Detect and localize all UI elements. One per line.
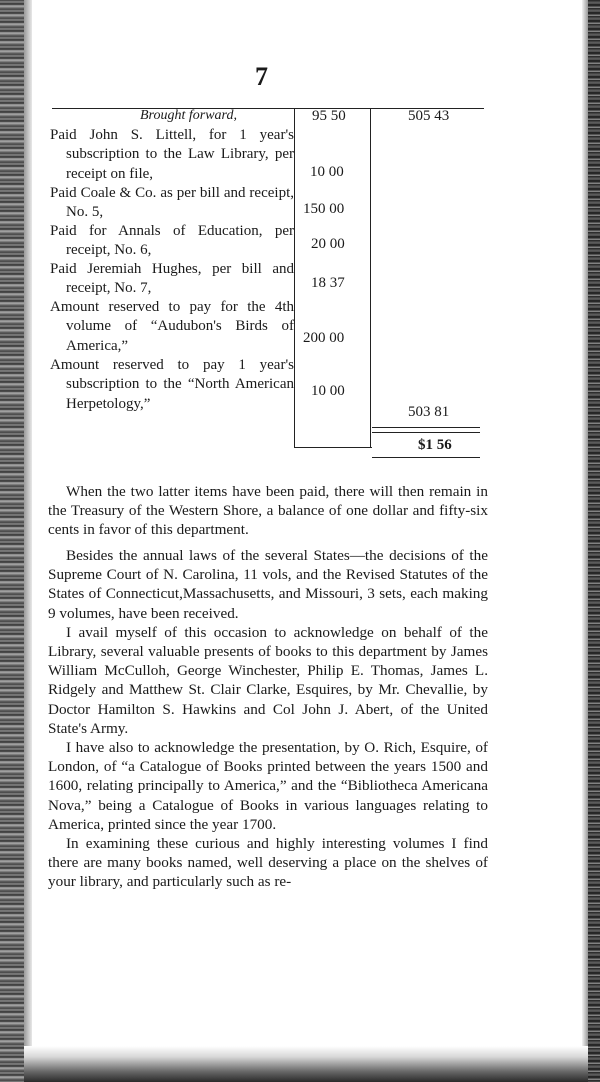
ledger-amount: 10 00 <box>311 383 345 399</box>
subtotal-rule <box>294 447 372 448</box>
paragraph: In examining these curious and highly interesting volumes I find there are many books named, well deserving a place on the shelves of your library, and particularly such as re- <box>48 835 488 891</box>
ledger-item: Paid Jeremiah Hughes, per bill and receipt, No. 7, <box>50 261 294 297</box>
ledger-item: Amount reserved to pay 1 year's subscription to the “North American Herpetology,” <box>50 357 294 412</box>
scan-edge-right <box>588 0 600 1082</box>
brought-forward-label: Brought forward, <box>140 108 237 123</box>
paragraph: Besides the annual laws of the several States—the decisions of the Supreme Court of N. Carolina, 11 vols, and the Revised Statutes of the States of Connecticut,Massachusetts, and Missouri, 3 sets, each making 9 volumes, have been received. <box>48 547 488 622</box>
brought-forward-amount: 95 50 <box>312 108 346 124</box>
ledger-items <box>50 126 294 414</box>
body-text <box>48 546 488 892</box>
ledger-amount: 10 00 <box>310 164 344 180</box>
brought-forward-balance: 505 43 <box>408 108 450 124</box>
scan-edge-left <box>0 0 24 1082</box>
balance-remaining: $1 56 <box>418 437 452 453</box>
ledger-amount: 20 00 <box>311 236 345 252</box>
ledger-item: Amount reserved to pay for the 4th volume of “Audubon's Birds of America,” <box>50 299 294 354</box>
scan-edge-left-shadow <box>24 0 32 1082</box>
scan-bottom-shadow <box>24 1046 588 1082</box>
body-text <box>48 482 488 540</box>
sum-rule-double <box>372 432 480 433</box>
paragraph: I avail myself of this occasion to acknowledge on behalf of the Library, several valuable presents of books to this department by James William McCulloh, George Winchester, Philip E. Thomas, James L. Ridgely and Matthew St. Clair Clarke, Esquires, by Mr. Chevallie, by Doctor Hamilton S. Hawkins and Col John J. Abert, of the United State's Army. <box>48 623 488 737</box>
ledger-amount: 150 00 <box>303 201 345 217</box>
column-rule-2 <box>370 108 371 448</box>
scan-edge-right-shadow <box>582 0 588 1082</box>
ledger-amount: 200 00 <box>303 330 345 346</box>
paragraph: When the two latter items have been paid, there will then remain in the Treasury of the Western Shore, a balance of one dollar and fifty-six cents in favor of this department. <box>48 483 488 539</box>
ledger-item: Paid John S. Littell, for 1 year's subscription to the Law Library, per receipt on file, <box>50 127 294 182</box>
column-rule-1 <box>294 108 295 448</box>
ledger-item: Paid Coale & Co. as per bill and receipt, No. 5, <box>50 185 294 221</box>
ledger-amount: 18 37 <box>311 275 345 291</box>
balance-rule <box>372 457 480 458</box>
total-expended: 503 81 <box>408 404 450 420</box>
ledger-item: Paid for Annals of Education, per receipt, No. 6, <box>50 223 294 259</box>
sum-rule <box>372 427 480 428</box>
page-number: 7 <box>255 62 268 91</box>
paragraph: I have also to acknowledge the presentation, by O. Rich, Esquire, of London, of “a Catalogue of Books printed between the years 1500 and 1600, relating principally to America,” and the “Bibliotheca Americana Nova,” being a Catalogue of Books in various languages relating to America, printed since the year 1700. <box>48 739 488 833</box>
